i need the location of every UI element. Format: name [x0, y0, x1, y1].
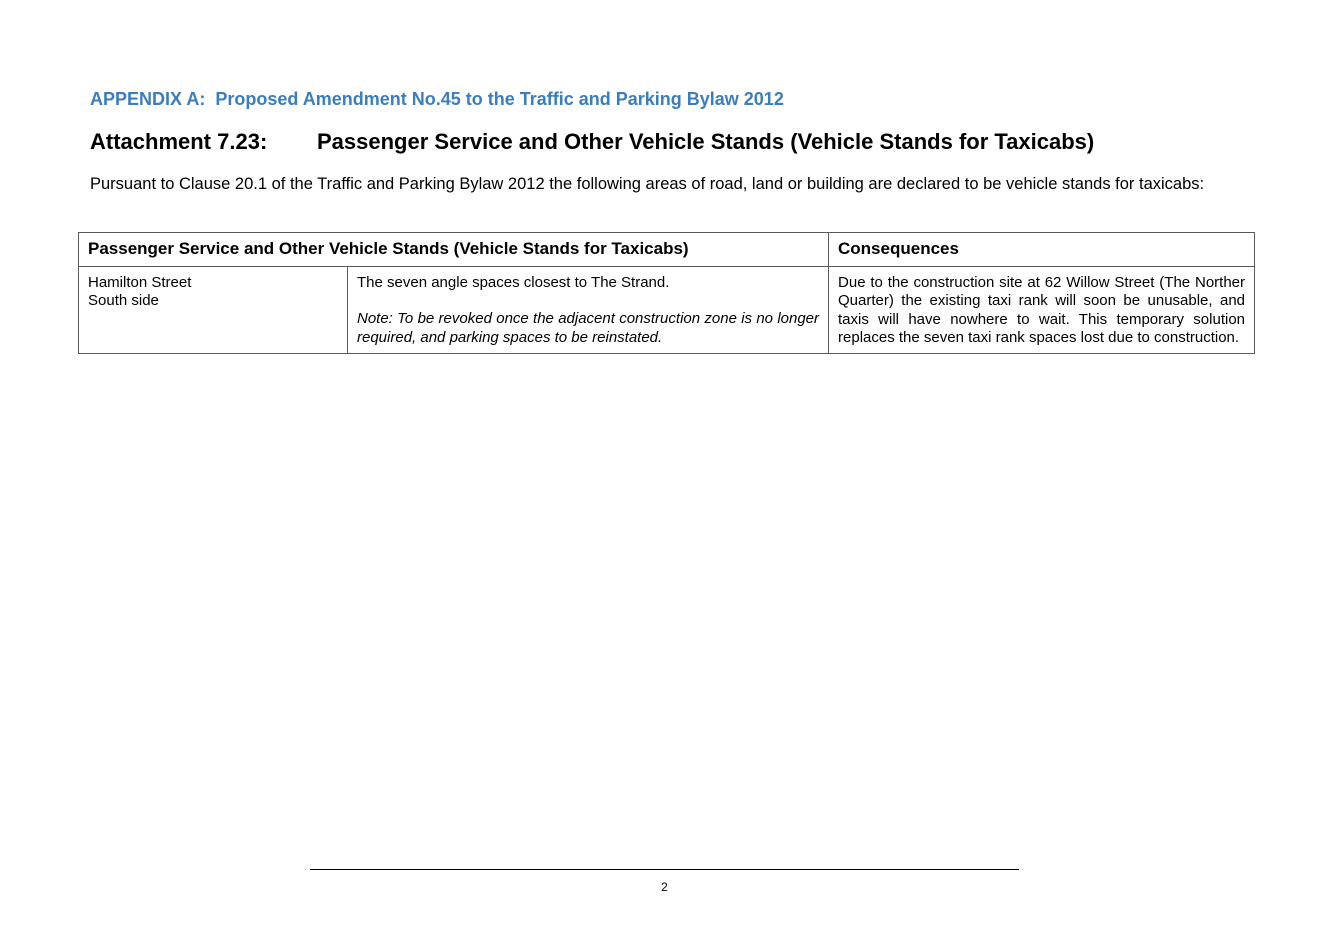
location-side: South side — [88, 292, 159, 310]
attachment-title: Passenger Service and Other Vehicle Stands (Vehicle Stands for Taxicabs) — [317, 129, 1095, 154]
consequence-cell: Due to the construction site at 62 Willow Street (The Norther Quarter) the existing taxi rank will soon be unusable, and taxis will have nowhere to wait. This temporary solution replaces the seven taxi rank spaces lost due to construction. — [829, 267, 1255, 354]
description-cell — [348, 267, 829, 354]
location-street: Hamilton Street — [88, 274, 192, 291]
stand-note: Note: To be revoked once the adjacent construction zone is no longer required, and parking spaces to be reinstated. — [357, 310, 820, 346]
attachment-heading — [90, 129, 1094, 155]
stands-column-header: Passenger Service and Other Vehicle Stands (Vehicle Stands for Taxicabs) — [79, 233, 829, 267]
stand-description: The seven angle spaces closest to The Strand. — [357, 274, 670, 291]
consequences-column-header: Consequences — [829, 233, 1255, 267]
intro-paragraph: Pursuant to Clause 20.1 of the Traffic and Parking Bylaw 2012 the following areas of road, land or building are declared to be vehicle stands for taxicabs: — [90, 175, 1205, 193]
attachment-number: Attachment 7.23: — [90, 129, 268, 154]
appendix-heading: APPENDIX A: Proposed Amendment No.45 to the Traffic and Parking Bylaw 2012 — [90, 89, 784, 109]
table-row — [79, 267, 1255, 354]
page-number: 2 — [661, 880, 668, 894]
vehicle-stands-table — [78, 232, 1255, 354]
footer-divider — [310, 869, 1019, 870]
table-header-row — [79, 233, 1255, 267]
location-cell — [79, 267, 348, 354]
